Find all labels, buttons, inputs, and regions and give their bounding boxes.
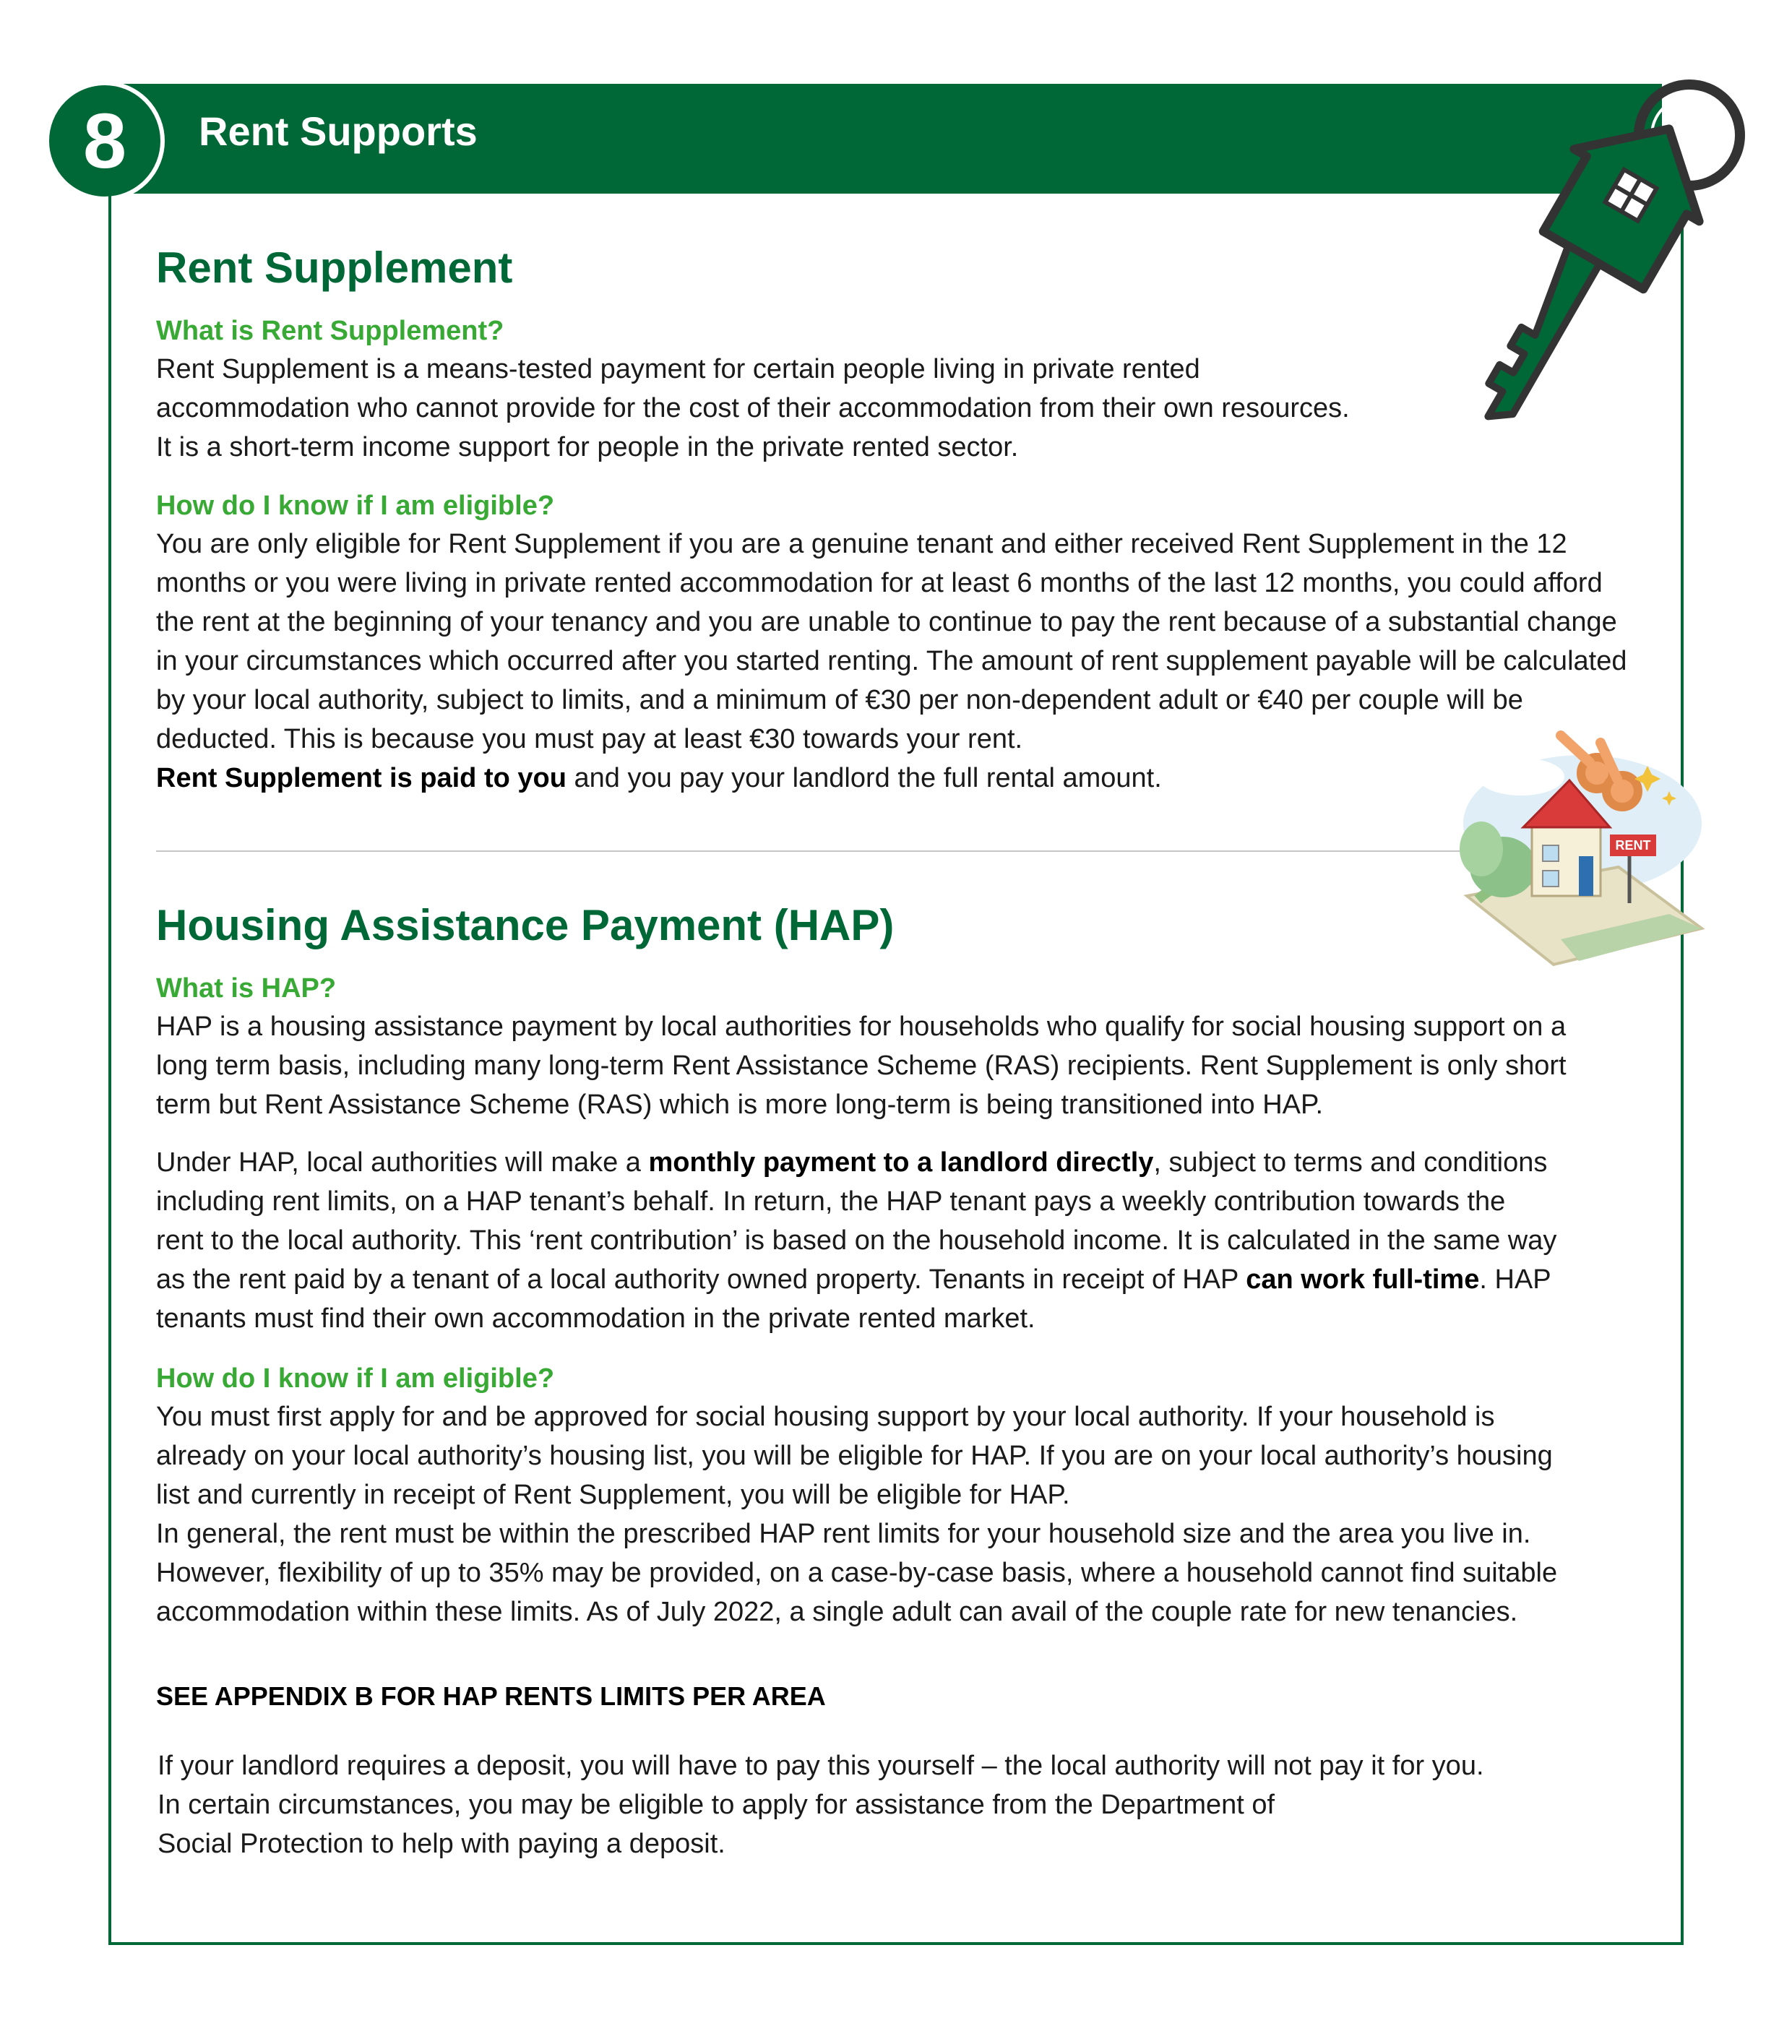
monthly-payment-bold: monthly payment to a landlord directly <box>648 1147 1154 1178</box>
text-line: the rent at the beginning of your tenancy and you are unable to continue to pay the rent because of a substantial change <box>156 607 1617 637</box>
hap-eligibility-heading: How do I know if I am eligible? <box>156 1363 555 1394</box>
text-line: tenants must find their own accommodation in the private rented market. <box>156 1303 1035 1334</box>
rent-supplement-eligibility-text <box>156 525 1659 798</box>
text-line: list and currently in receipt of Rent Supplement, you will be eligible for HAP. <box>156 1480 1070 1510</box>
text-line: deducted. This is because you must pay at least €30 towards your rent. <box>156 724 1023 754</box>
text-line: You are only eligible for Rent Supplement if you are a genuine tenant and either received Rent Supplement in the 12 <box>156 529 1567 559</box>
what-is-rent-supplement-heading: What is Rent Supplement? <box>156 316 504 346</box>
text-line: accommodation within these limits. As of July 2022, a single adult can avail of the couple rate for new tenancies. <box>156 1597 1518 1627</box>
text-line <box>156 1143 1659 1182</box>
paid-to-you-line <box>156 759 1659 798</box>
rent-sign-label: RENT <box>1615 838 1651 853</box>
text-line: HAP is a housing assistance payment by local authorities for households who qualify for social housing support on a <box>156 1012 1567 1042</box>
text-line: including rent limits, on a HAP tenant’s behalf. In return, the HAP tenant pays a weekly contribution towards the <box>156 1186 1506 1217</box>
section-number-badge <box>45 81 165 201</box>
paid-to-you-rest: and you pay your landlord the full rental amount. <box>566 763 1162 793</box>
text-line: If your landlord requires a deposit, you will have to pay this yourself – the local authority will not pay it for you. <box>158 1751 1484 1781</box>
rent-supplement-eligibility-heading: How do I know if I am eligible? <box>156 491 555 521</box>
rent-supplement-description <box>156 350 1659 467</box>
text-line: Rent Supplement is a means-tested payment for certain people living in private rented <box>156 354 1200 384</box>
hap-under-hap-paragraph <box>156 1143 1659 1338</box>
text-line: already on your local authority’s housing list, you will be eligible for HAP. If you are on your local authority’s housing <box>156 1441 1553 1471</box>
text-line: In certain circumstances, you may be eligible to apply for assistance from the Department of <box>158 1790 1275 1820</box>
hap-title: Housing Assistance Payment (HAP) <box>156 901 895 949</box>
text-line: You must first apply for and be approved for social housing support by your local authority. If your household is <box>156 1402 1495 1432</box>
rent-supplement-title: Rent Supplement <box>156 243 513 292</box>
what-is-hap-heading: What is HAP? <box>156 973 337 1004</box>
work-full-time-bold: can work full-time <box>1246 1264 1480 1295</box>
section-title: Rent Supports <box>199 108 478 154</box>
section-divider <box>156 850 1543 852</box>
deposit-paragraph <box>158 1746 1660 1863</box>
text-segment: as the rent paid by a tenant of a local authority owned property. Tenants in receipt of HAP <box>156 1264 1246 1295</box>
text-segment: , subject to terms and conditions <box>1153 1147 1548 1178</box>
text-line: long term basis, including many long-term Rent Assistance Scheme (RAS) recipients. Rent Supplement is only short <box>156 1051 1567 1081</box>
text-segment: Under HAP, local authorities will make a <box>156 1147 649 1178</box>
text-segment: . HAP <box>1479 1264 1551 1295</box>
text-line: term but Rent Assistance Scheme (RAS) which is more long-term is being transitioned into HAP. <box>156 1090 1323 1120</box>
hap-eligibility-text <box>156 1397 1659 1631</box>
text-line <box>156 1260 1659 1299</box>
section-number: 8 <box>82 97 127 184</box>
text-line: accommodation who cannot provide for the cost of their accommodation from their own resources. <box>156 393 1350 423</box>
text-line: in your circumstances which occurred after you started renting. The amount of rent supplement payable will be calculated <box>156 646 1627 676</box>
hap-description <box>156 1007 1659 1124</box>
appendix-note: SEE APPENDIX B FOR HAP RENTS LIMITS PER AREA <box>156 1681 826 1711</box>
text-line: Social Protection to help with paying a deposit. <box>158 1829 725 1859</box>
text-line: rent to the local authority. This ‘rent contribution’ is based on the household income. It is calculated in the same way <box>156 1225 1557 1256</box>
text-line: It is a short-term income support for people in the private rented sector. <box>156 432 1019 462</box>
text-line: by your local authority, subject to limits, and a minimum of €30 per non-dependent adult or €40 per couple will be <box>156 685 1523 715</box>
paid-to-you-bold: Rent Supplement is paid to you <box>156 763 567 793</box>
text-line: months or you were living in private rented accommodation for at least 6 months of the last 12 months, you could afford <box>156 568 1603 598</box>
text-line: However, flexibility of up to 35% may be provided, on a case-by-case basis, where a household cannot find suitable <box>156 1558 1558 1588</box>
text-line: In general, the rent must be within the prescribed HAP rent limits for your household size and the area you live in. <box>156 1519 1531 1549</box>
